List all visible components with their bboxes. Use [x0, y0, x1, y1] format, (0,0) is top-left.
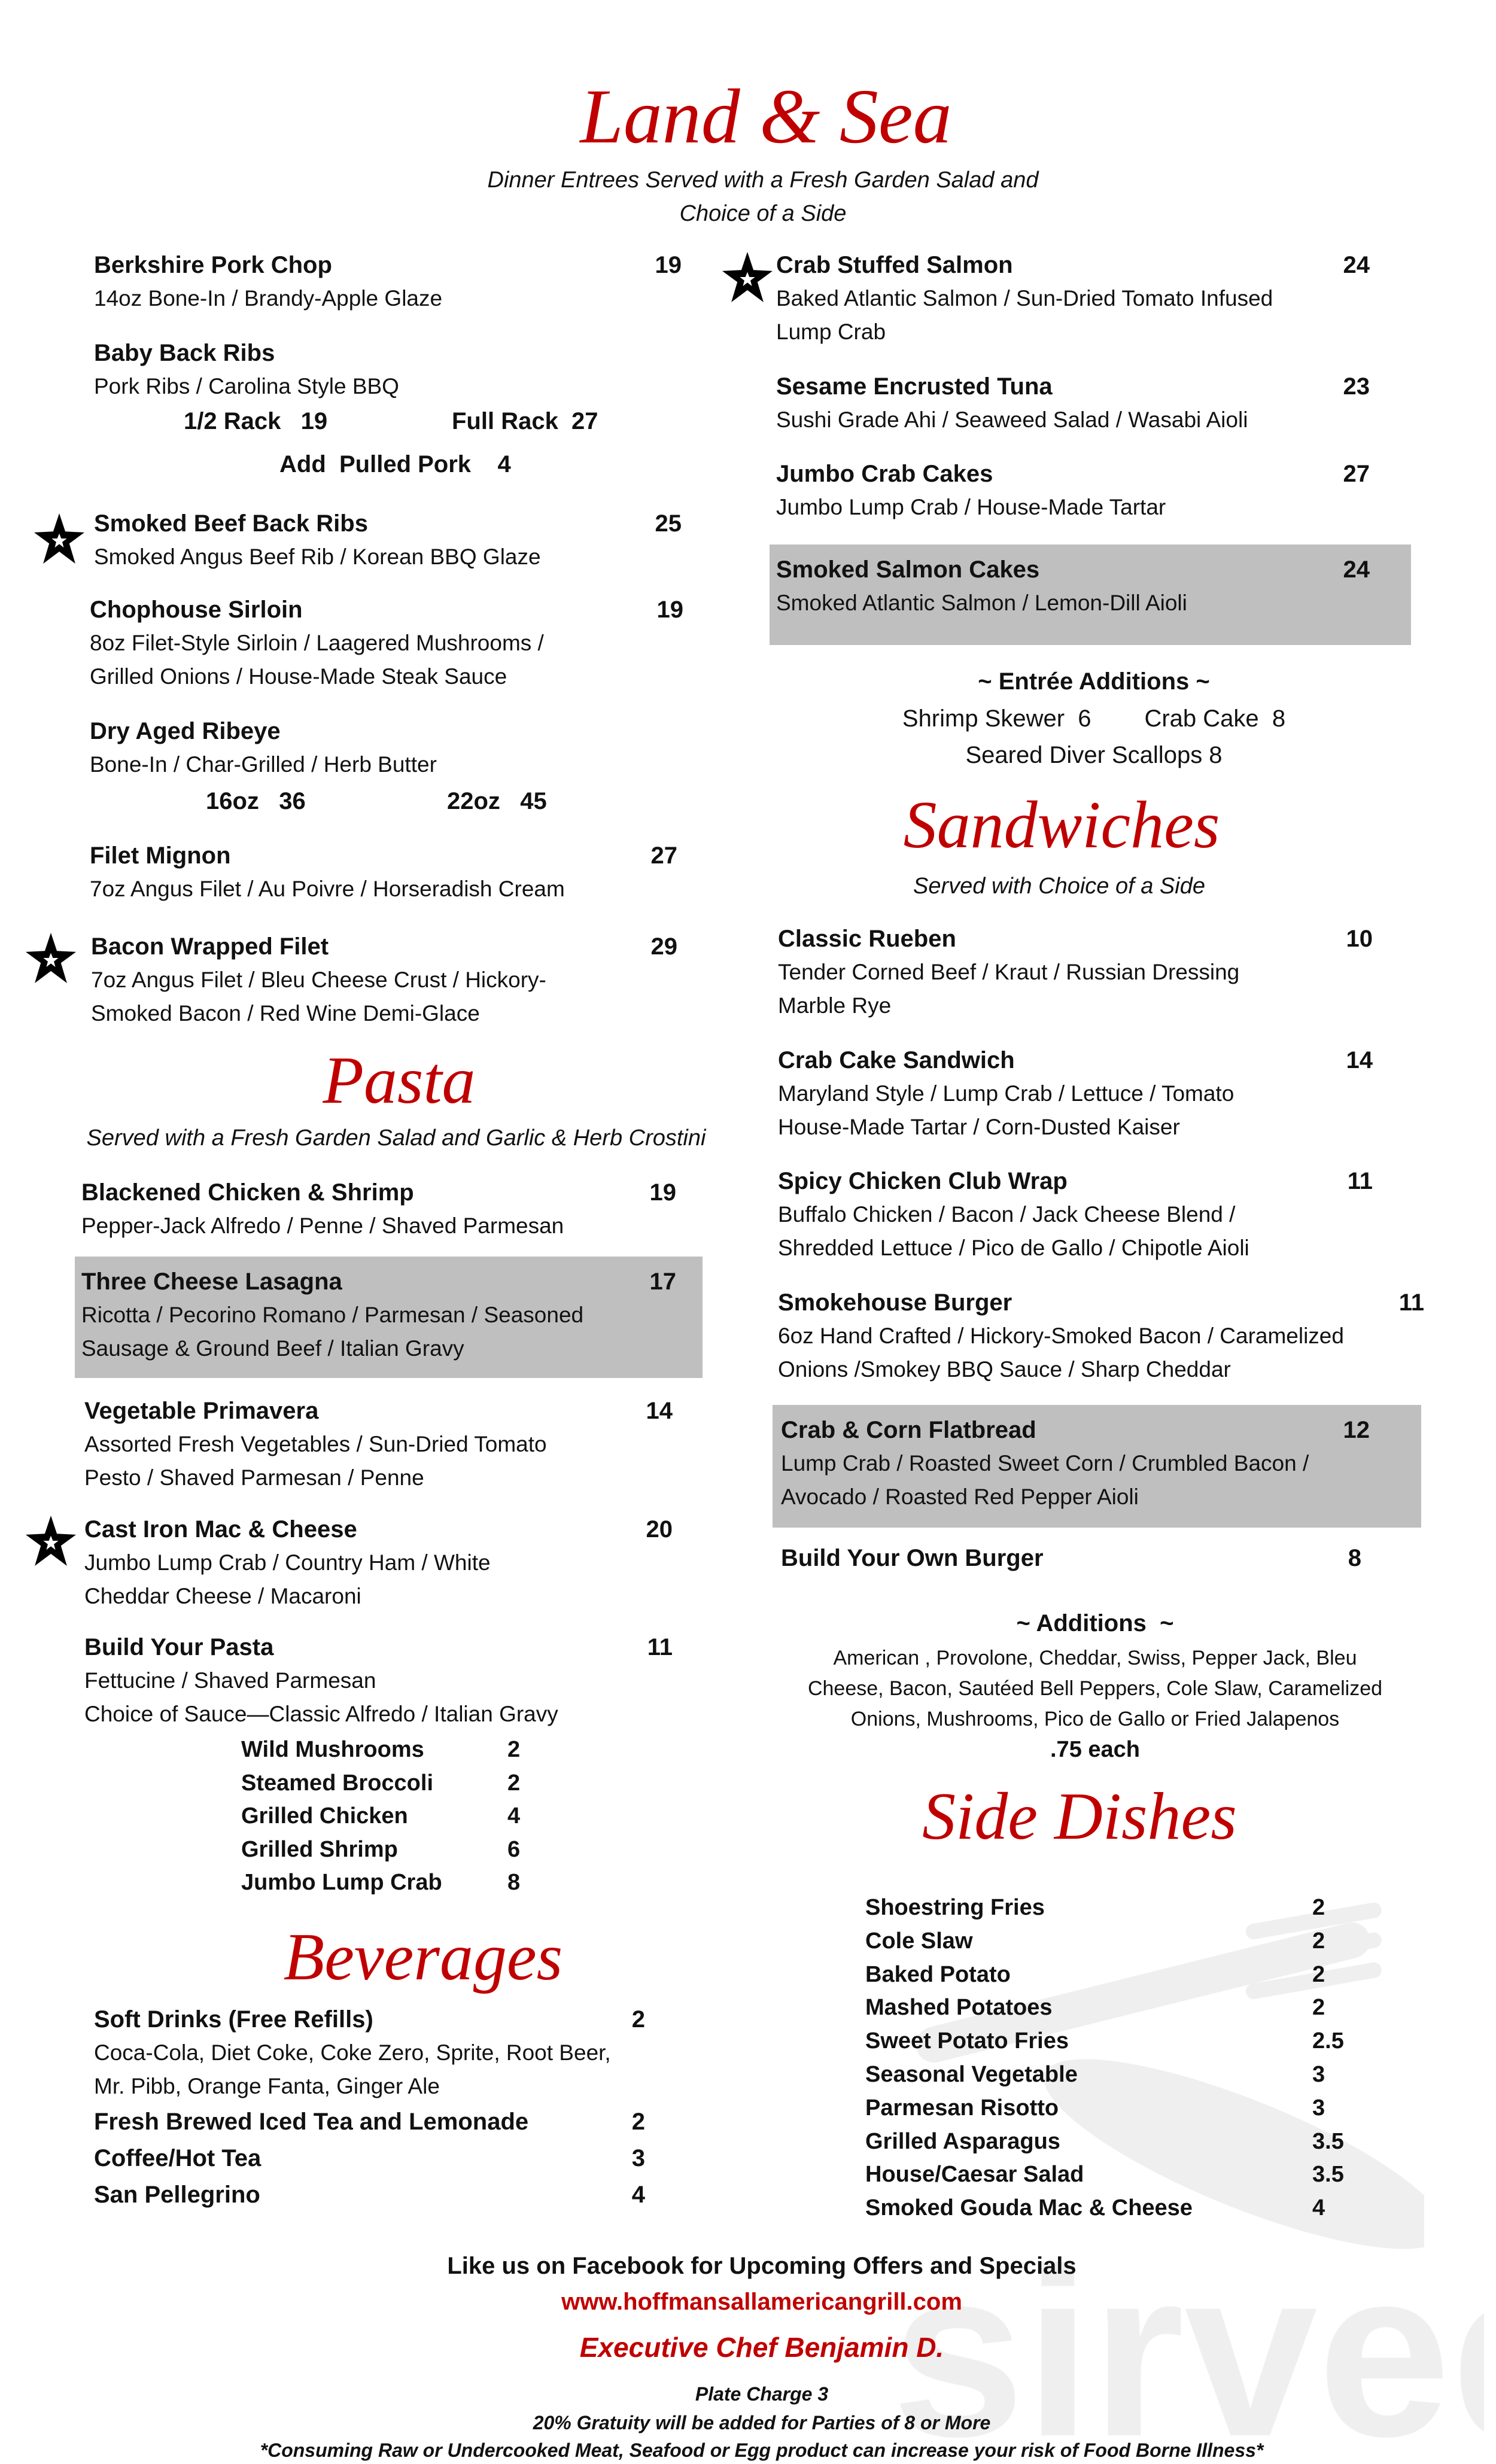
- item-title-row: [778, 1164, 1373, 1198]
- land-sea-item: [94, 248, 682, 315]
- item-price: 10: [1346, 926, 1373, 952]
- beverage-item: [94, 2178, 645, 2211]
- item-description: Tender Corned Beef / Kraut / Russian Dressing: [778, 960, 1240, 984]
- pasta-addon-price: 6: [507, 1836, 521, 1862]
- side-dish-price: 3.5: [1312, 2128, 1344, 2154]
- item-name: Bacon Wrapped Filet: [91, 933, 329, 960]
- side-dish-price: 2: [1312, 1961, 1325, 1987]
- rib-option: Full Rack 27: [452, 408, 598, 434]
- land-sea-item: [90, 593, 683, 693]
- item-name: Berkshire Pork Chop: [94, 252, 332, 278]
- item-title-row: [776, 248, 1370, 282]
- item-title-row: [84, 1631, 673, 1664]
- item-description: Baked Atlantic Salmon / Sun-Dried Tomato Infused: [776, 286, 1273, 311]
- side-dish-price: 2: [1312, 1895, 1325, 1920]
- additions-title: ~ Additions ~: [1016, 1610, 1174, 1636]
- pasta-addon-price: 4: [507, 1803, 521, 1829]
- item-price: 19: [656, 597, 683, 623]
- item-price: 3: [631, 2145, 645, 2171]
- pasta-item: [84, 1394, 673, 1495]
- item-description: 7oz Angus Filet / Bleu Cheese Crust / Hickory-: [91, 968, 546, 992]
- item-name: Soft Drinks (Free Refills): [94, 2006, 373, 2033]
- item-name: Blackened Chicken & Shrimp: [81, 1179, 414, 1206]
- item-description: Jumbo Lump Crab / Country Ham / White: [84, 1550, 491, 1575]
- item-description: 14oz Bone-In / Brandy-Apple Glaze: [94, 286, 443, 311]
- sandwich-item: [778, 1164, 1373, 1265]
- entree-additions-title: ~ Entrée Additions ~: [978, 668, 1210, 695]
- item-title-row: [776, 457, 1370, 491]
- item-name: Classic Rueben: [778, 926, 956, 952]
- sandwich-item: [781, 1541, 1361, 1575]
- item-name: Build Your Pasta: [84, 1634, 274, 1660]
- item-name: Chophouse Sirloin: [90, 597, 303, 623]
- side-dish-price: 2.5: [1312, 2028, 1344, 2054]
- item-description: Jumbo Lump Crab / House-Made Tartar: [776, 495, 1166, 519]
- food-safety-warning: *Consuming Raw or Undercooked Meat, Seafood or Egg product can increase your risk of Food Borne Illness*: [260, 2439, 1264, 2461]
- item-description: Smoked Bacon / Red Wine Demi-Glace: [91, 1001, 480, 1026]
- item-price: 25: [655, 510, 682, 537]
- item-name: San Pellegrino: [94, 2182, 260, 2208]
- item-title-row: [94, 248, 682, 282]
- item-title-row: [781, 1413, 1370, 1447]
- item-name: Fresh Brewed Iced Tea and Lemonade: [94, 2109, 529, 2135]
- item-price: 2: [631, 2109, 645, 2135]
- item-name: Cast Iron Mac & Cheese: [84, 1516, 357, 1543]
- pasta-heading: Pasta: [323, 1044, 476, 1118]
- item-description: 7oz Angus Filet / Au Poivre / Horseradish Cream: [90, 877, 565, 901]
- pasta-addon-name: Grilled Chicken: [241, 1803, 408, 1829]
- item-title-row: [81, 1176, 676, 1209]
- item-price: 27: [1343, 461, 1370, 487]
- item-description: 6oz Hand Crafted / Hickory-Smoked Bacon / Caramelized: [778, 1324, 1344, 1348]
- beverage-item: [94, 2105, 645, 2138]
- item-title-row: [776, 553, 1370, 586]
- item-title-row: [94, 336, 682, 370]
- additions-line-1: American , Provolone, Cheddar, Swiss, Pepper Jack, Bleu: [833, 1647, 1357, 1669]
- pasta-addon-name: Jumbo Lump Crab: [241, 1870, 442, 1896]
- land-sea-heading: Land & Sea: [580, 74, 952, 160]
- item-description: Avocado / Roasted Red Pepper Aioli: [781, 1485, 1139, 1509]
- item-description: Sausage & Ground Beef / Italian Gravy: [81, 1336, 464, 1361]
- item-price: 2: [631, 2006, 645, 2033]
- item-price: 4: [631, 2182, 645, 2208]
- item-description: Pepper-Jack Alfredo / Penne / Shaved Parmesan: [81, 1213, 564, 1238]
- beverage-item: [94, 2003, 645, 2103]
- star-icon: [26, 1512, 76, 1569]
- item-price: 14: [1346, 1047, 1373, 1073]
- pasta-addon-price: 2: [507, 1737, 521, 1762]
- item-description: Sushi Grade Ahi / Seaweed Salad / Wasabi Aioli: [776, 407, 1248, 432]
- item-price: 11: [1398, 1289, 1424, 1316]
- land-sea-item: [776, 248, 1370, 349]
- item-name: Smoked Salmon Cakes: [776, 556, 1040, 583]
- item-description: Mr. Pibb, Orange Fanta, Ginger Ale: [94, 2074, 440, 2098]
- item-description: Fettucine / Shaved Parmesan: [84, 1668, 376, 1693]
- item-price: 17: [649, 1268, 676, 1295]
- item-description: Bone-In / Char-Grilled / Herb Butter: [90, 752, 437, 777]
- additions-line-3: Onions, Mushrooms, Pico de Gallo or Fried Jalapenos: [850, 1708, 1340, 1730]
- item-title-row: [94, 2178, 645, 2211]
- item-description: Lump Crab: [776, 320, 886, 344]
- item-price: 20: [646, 1516, 673, 1543]
- item-description: Choice of Sauce—Classic Alfredo / Italian Gravy: [84, 1702, 558, 1726]
- item-name: Crab Stuffed Salmon: [776, 252, 1013, 278]
- land-sea-item: [94, 336, 682, 403]
- item-title-row: [781, 1541, 1361, 1575]
- land-sea-item: [776, 553, 1370, 620]
- pasta-addon-name: Grilled Shrimp: [241, 1836, 398, 1862]
- side-dish-name: Parmesan Risotto: [865, 2095, 1059, 2121]
- item-description: House-Made Tartar / Corn-Dusted Kaiser: [778, 1115, 1180, 1139]
- side-dish-name: House/Caesar Salad: [865, 2162, 1084, 2188]
- pasta-subtitle: Served with a Fresh Garden Salad and Garlic & Herb Crostini: [86, 1125, 706, 1151]
- item-description: Maryland Style / Lump Crab / Lettuce / Tomato: [778, 1081, 1234, 1106]
- item-price: 12: [1343, 1417, 1370, 1443]
- item-description: Pesto / Shaved Parmesan / Penne: [84, 1465, 424, 1490]
- item-price: 11: [1347, 1168, 1373, 1194]
- item-description: Ricotta / Pecorino Romano / Parmesan / Seasoned: [81, 1303, 584, 1327]
- item-title-row: [91, 930, 677, 963]
- item-description: Cheddar Cheese / Macaroni: [84, 1584, 361, 1608]
- land-sea-item: [776, 370, 1370, 437]
- side-dish-name: Grilled Asparagus: [865, 2128, 1060, 2154]
- item-description: Onions /Smokey BBQ Sauce / Sharp Cheddar: [778, 1357, 1231, 1382]
- item-price: 27: [650, 842, 677, 869]
- item-title-row: [90, 593, 683, 626]
- item-title-row: [778, 1286, 1424, 1319]
- item-name: Three Cheese Lasagna: [81, 1268, 342, 1295]
- item-name: Crab & Corn Flatbread: [781, 1417, 1036, 1443]
- item-title-row: [94, 2105, 645, 2138]
- item-description: Pork Ribs / Carolina Style BBQ: [94, 374, 399, 399]
- star-icon: [26, 929, 76, 987]
- land-sea-item: [91, 930, 677, 1030]
- item-name: Smoked Beef Back Ribs: [94, 510, 368, 537]
- plate-charge: Plate Charge 3: [695, 2383, 829, 2405]
- item-price: 24: [1343, 252, 1370, 278]
- item-title-row: [778, 922, 1373, 956]
- side-dish-price: 3: [1312, 2095, 1325, 2121]
- side-dish-name: Smoked Gouda Mac & Cheese: [865, 2195, 1193, 2221]
- item-title-row: [81, 1265, 676, 1298]
- sandwiches-heading: Sandwiches: [903, 788, 1220, 862]
- sandwiches-subtitle: Served with Choice of a Side: [913, 874, 1205, 899]
- item-name: Sesame Encrusted Tuna: [776, 373, 1053, 400]
- item-description: Buffalo Chicken / Bacon / Jack Cheese Blend /: [778, 1202, 1236, 1227]
- item-title-row: [94, 2141, 645, 2175]
- item-price: 23: [1343, 373, 1370, 400]
- item-price: 24: [1343, 556, 1370, 583]
- item-title-row: [94, 2003, 645, 2036]
- gratuity-note: 20% Gratuity will be added for Parties of 8 or More: [533, 2412, 991, 2433]
- item-price: 29: [650, 933, 677, 960]
- item-description: Grilled Onions / House-Made Steak Sauce: [90, 664, 507, 689]
- item-name: Smokehouse Burger: [778, 1289, 1012, 1316]
- side-dish-price: 2: [1312, 1995, 1325, 2021]
- side-dish-price: 3.5: [1312, 2162, 1344, 2188]
- pasta-item: [84, 1513, 673, 1613]
- item-price: 11: [647, 1634, 673, 1660]
- item-description: Lump Crab / Roasted Sweet Corn / Crumbled Bacon /: [781, 1451, 1309, 1476]
- item-name: Filet Mignon: [90, 842, 231, 869]
- side-dish-name: Seasonal Vegetable: [865, 2062, 1078, 2087]
- item-description: Coca-Cola, Diet Coke, Coke Zero, Sprite, Root Beer,: [94, 2040, 611, 2065]
- side-dish-name: Cole Slaw: [865, 1928, 973, 1954]
- item-title-row: [90, 839, 677, 872]
- entree-additions-line-1: Shrimp Skewer 6 Crab Cake 8: [902, 705, 1286, 732]
- item-price: 19: [649, 1179, 676, 1206]
- item-name: Vegetable Primavera: [84, 1398, 319, 1424]
- beverage-item: [94, 2141, 645, 2175]
- pasta-item: [81, 1265, 676, 1365]
- additions-line-2: Cheese, Bacon, Sautéed Bell Peppers, Cole Slaw, Caramelized: [807, 1677, 1383, 1700]
- item-price: 19: [655, 252, 682, 278]
- item-price: 8: [1348, 1545, 1361, 1571]
- item-name: Build Your Own Burger: [781, 1545, 1044, 1571]
- side-dish-name: Sweet Potato Fries: [865, 2028, 1069, 2054]
- item-description: 8oz Filet-Style Sirloin / Laagered Mushrooms /: [90, 631, 544, 655]
- sandwich-item: [778, 1286, 1424, 1386]
- item-title-row: [84, 1513, 673, 1546]
- executive-chef: Executive Chef Benjamin D.: [579, 2332, 944, 2363]
- item-name: Coffee/Hot Tea: [94, 2145, 262, 2171]
- land-sea-subtitle-1: Dinner Entrees Served with a Fresh Garden Salad and: [487, 168, 1039, 193]
- sandwich-item: [778, 922, 1373, 1023]
- item-title-row: [94, 507, 682, 540]
- item-name: Jumbo Crab Cakes: [776, 461, 993, 487]
- pasta-addon-name: Wild Mushrooms: [241, 1737, 424, 1762]
- pasta-addon-price: 8: [507, 1870, 521, 1896]
- item-title-row: [776, 370, 1370, 403]
- facebook-note: Like us on Facebook for Upcoming Offers and Specials: [447, 2253, 1077, 2279]
- ribeye-option: 22oz 45: [447, 788, 547, 814]
- pasta-addon-price: 2: [507, 1770, 521, 1796]
- side-dish-name: Shoestring Fries: [865, 1895, 1045, 1920]
- item-name: Dry Aged Ribeye: [90, 718, 281, 744]
- land-sea-item: [90, 839, 677, 906]
- pasta-item: [81, 1176, 676, 1243]
- item-description: Smoked Angus Beef Rib / Korean BBQ Glaze: [94, 544, 541, 569]
- star-icon: [34, 510, 84, 567]
- additions-price: .75 each: [1050, 1737, 1140, 1762]
- land-sea-item: [776, 457, 1370, 524]
- item-description: Smoked Atlantic Salmon / Lemon-Dill Aioli: [776, 591, 1187, 615]
- pasta-item: [84, 1631, 673, 1731]
- land-sea-item: [94, 507, 682, 574]
- item-title-row: [778, 1044, 1373, 1077]
- sandwich-item: [778, 1044, 1373, 1144]
- ribeye-option: 16oz 36: [206, 788, 306, 814]
- website-link[interactable]: www.hoffmansallamericangrill.com: [561, 2289, 962, 2315]
- item-name: Spicy Chicken Club Wrap: [778, 1168, 1068, 1194]
- item-description: Marble Rye: [778, 993, 892, 1018]
- side-dish-name: Mashed Potatoes: [865, 1995, 1053, 2021]
- item-price: 14: [646, 1398, 673, 1424]
- rib-option: Add Pulled Pork 4: [279, 451, 511, 477]
- pasta-addon-name: Steamed Broccoli: [241, 1770, 433, 1796]
- item-description: Shredded Lettuce / Pico de Gallo / Chipotle Aioli: [778, 1236, 1249, 1260]
- rib-option: 1/2 Rack 19: [184, 408, 328, 434]
- side-dish-price: 3: [1312, 2062, 1325, 2087]
- land-sea-item: [90, 714, 683, 781]
- star-icon: [722, 248, 773, 306]
- item-title-row: [90, 714, 683, 748]
- item-name: Crab Cake Sandwich: [778, 1047, 1015, 1073]
- side-dish-name: Baked Potato: [865, 1961, 1011, 1987]
- sandwich-item: [781, 1413, 1370, 1514]
- item-title-row: [84, 1394, 673, 1428]
- beverages-heading: Beverages: [283, 1920, 563, 1994]
- item-description: Assorted Fresh Vegetables / Sun-Dried Tomato: [84, 1432, 547, 1456]
- side-dish-price: 2: [1312, 1928, 1325, 1954]
- side-dishes-heading: Side Dishes: [922, 1779, 1237, 1854]
- entree-additions-line-2: Seared Diver Scallops 8: [965, 742, 1223, 768]
- side-dish-price: 4: [1312, 2195, 1325, 2221]
- land-sea-subtitle-2: Choice of a Side: [679, 201, 847, 226]
- item-name: Baby Back Ribs: [94, 340, 275, 366]
